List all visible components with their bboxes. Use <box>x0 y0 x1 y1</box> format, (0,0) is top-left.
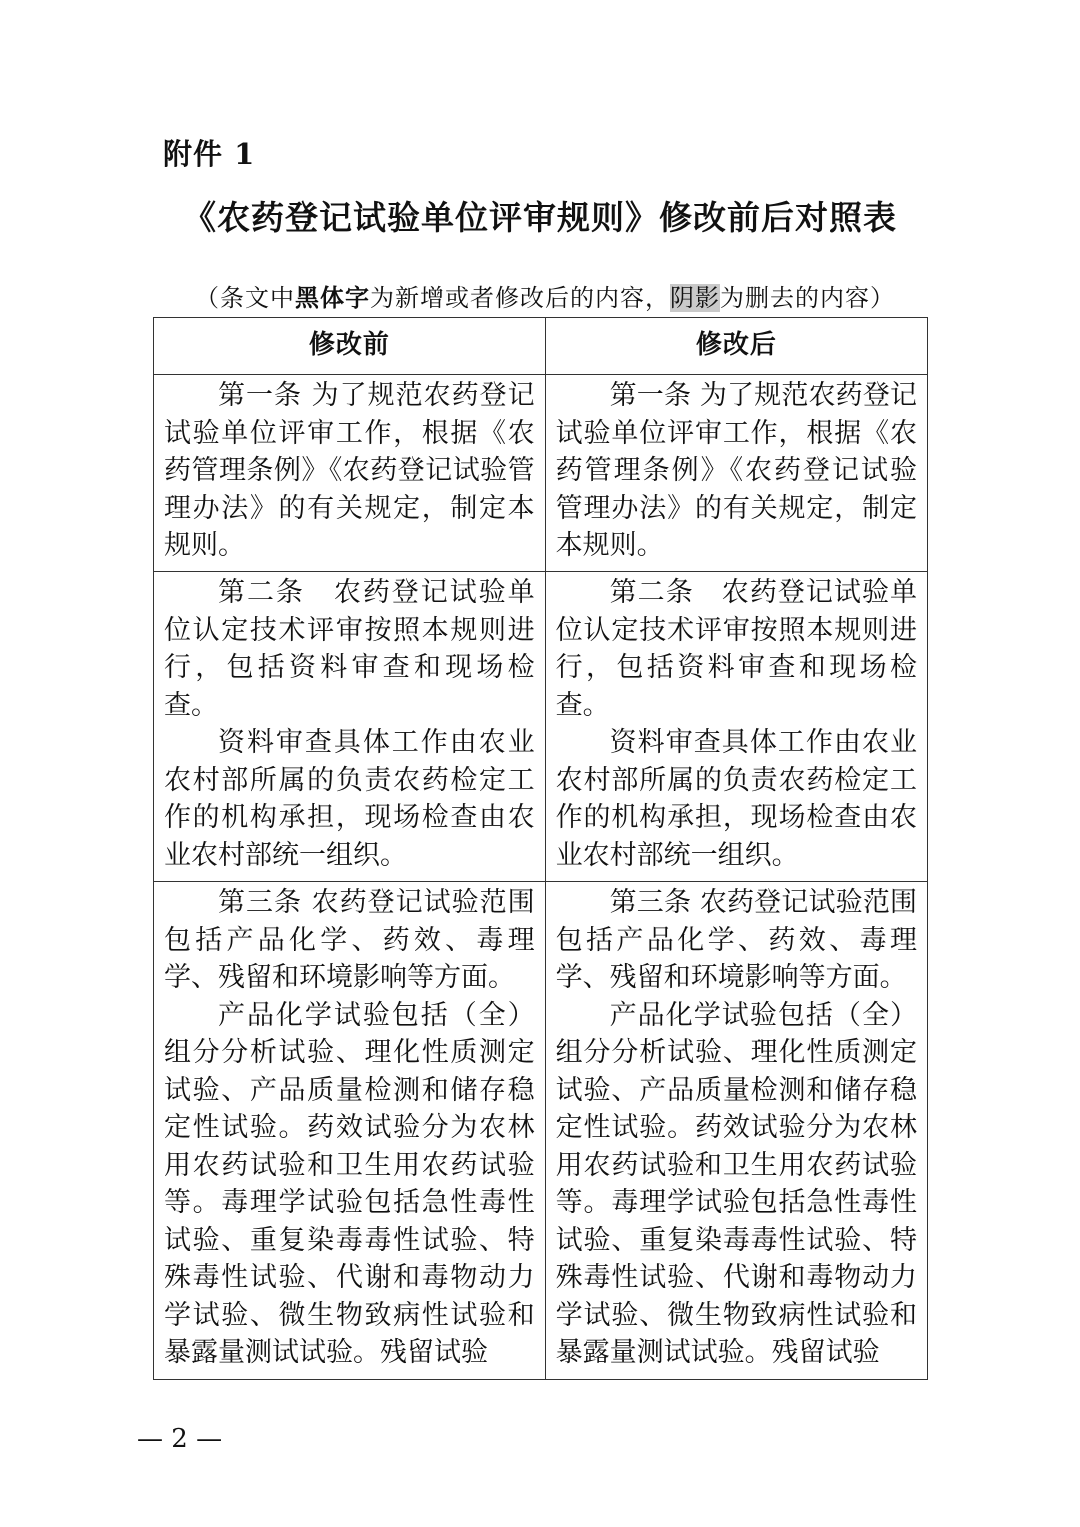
table-row <box>154 375 928 572</box>
cell-after <box>545 572 927 882</box>
article-paragraph: 第三条 农药登记试验范围包括产品化学、药效、毒理学、残留和环境影响等方面。 <box>555 887 917 993</box>
cell-before <box>154 882 546 1380</box>
article-paragraph: 资料审查具体工作由农业农村部所属的负责农药检定工作的机构承担，现场检查由农业农村部统一组织。 <box>555 727 917 871</box>
article-paragraph: 第二条 农药登记试验单位认定技术评审按照本规则进行，包括资料审查和现场检查。 <box>164 577 535 721</box>
document-title: 《农药登记试验单位评审规则》修改前后对照表 <box>183 198 897 237</box>
attachment-label: 附件 1 <box>163 137 256 171</box>
note-prefix: （条文中 <box>195 284 295 312</box>
note-bold-term: 黑体字 <box>295 283 370 312</box>
page-number: — 2 — <box>137 1424 223 1454</box>
article-paragraph: 产品化学试验包括（全）组分分析试验、理化性质测定试验、产品质量检测和储存稳定性试验。药效试验分为农林用农药试验和卫生用农药试验等。毒理学试验包括急性毒性试验、重复染毒毒性试验、特殊毒性试验、代谢和毒物动力学试验、微生物致病性试验和暴露量测试试验。残留试验 <box>555 999 917 1368</box>
cell-before <box>154 572 546 882</box>
cell-before <box>154 375 546 572</box>
cell-after <box>545 882 927 1380</box>
cell-after <box>545 375 927 572</box>
legend-note <box>155 278 935 313</box>
article-paragraph: 第一条 为了规范农药登记试验单位评审工作，根据《农药管理条例》《农药登记试验管理办法》的有关规定，制定本规则。 <box>164 380 535 561</box>
article-paragraph: 第二条 农药登记试验单位认定技术评审按照本规则进行，包括资料审查和现场检查。 <box>555 577 917 721</box>
comparison-table <box>153 317 928 1380</box>
note-middle: 为新增或者修改后的内容， <box>370 284 670 312</box>
header-after: 修改后 <box>545 318 927 375</box>
table-row <box>154 572 928 882</box>
article-paragraph: 产品化学试验包括（全）组分分析试验、理化性质测定试验、产品质量检测和储存稳定性试验。药效试验分为农林用农药试验和卫生用农药试验等。毒理学试验包括急性毒性试验、重复染毒毒性试验、特殊毒性试验、代谢和毒物动力学试验、微生物致病性试验和暴露量测试试验。残留试验 <box>164 999 535 1368</box>
article-paragraph: 第一条 为了规范农药登记试验单位评审工作，根据《农药管理条例》《农药登记试验管理办法》的有关规定，制定本规则。 <box>555 380 917 561</box>
note-suffix: 为删去的内容） <box>720 284 895 312</box>
table-row <box>154 882 928 1380</box>
article-paragraph: 资料审查具体工作由农业农村部所属的负责农药检定工作的机构承担，现场检查由农业农村部统一组织。 <box>164 727 535 871</box>
header-before: 修改前 <box>154 318 546 375</box>
table-header-row <box>154 318 928 375</box>
note-shaded-term: 阴影 <box>670 284 720 312</box>
article-paragraph: 第三条 农药登记试验范围包括产品化学、药效、毒理学、残留和环境影响等方面。 <box>164 887 535 993</box>
